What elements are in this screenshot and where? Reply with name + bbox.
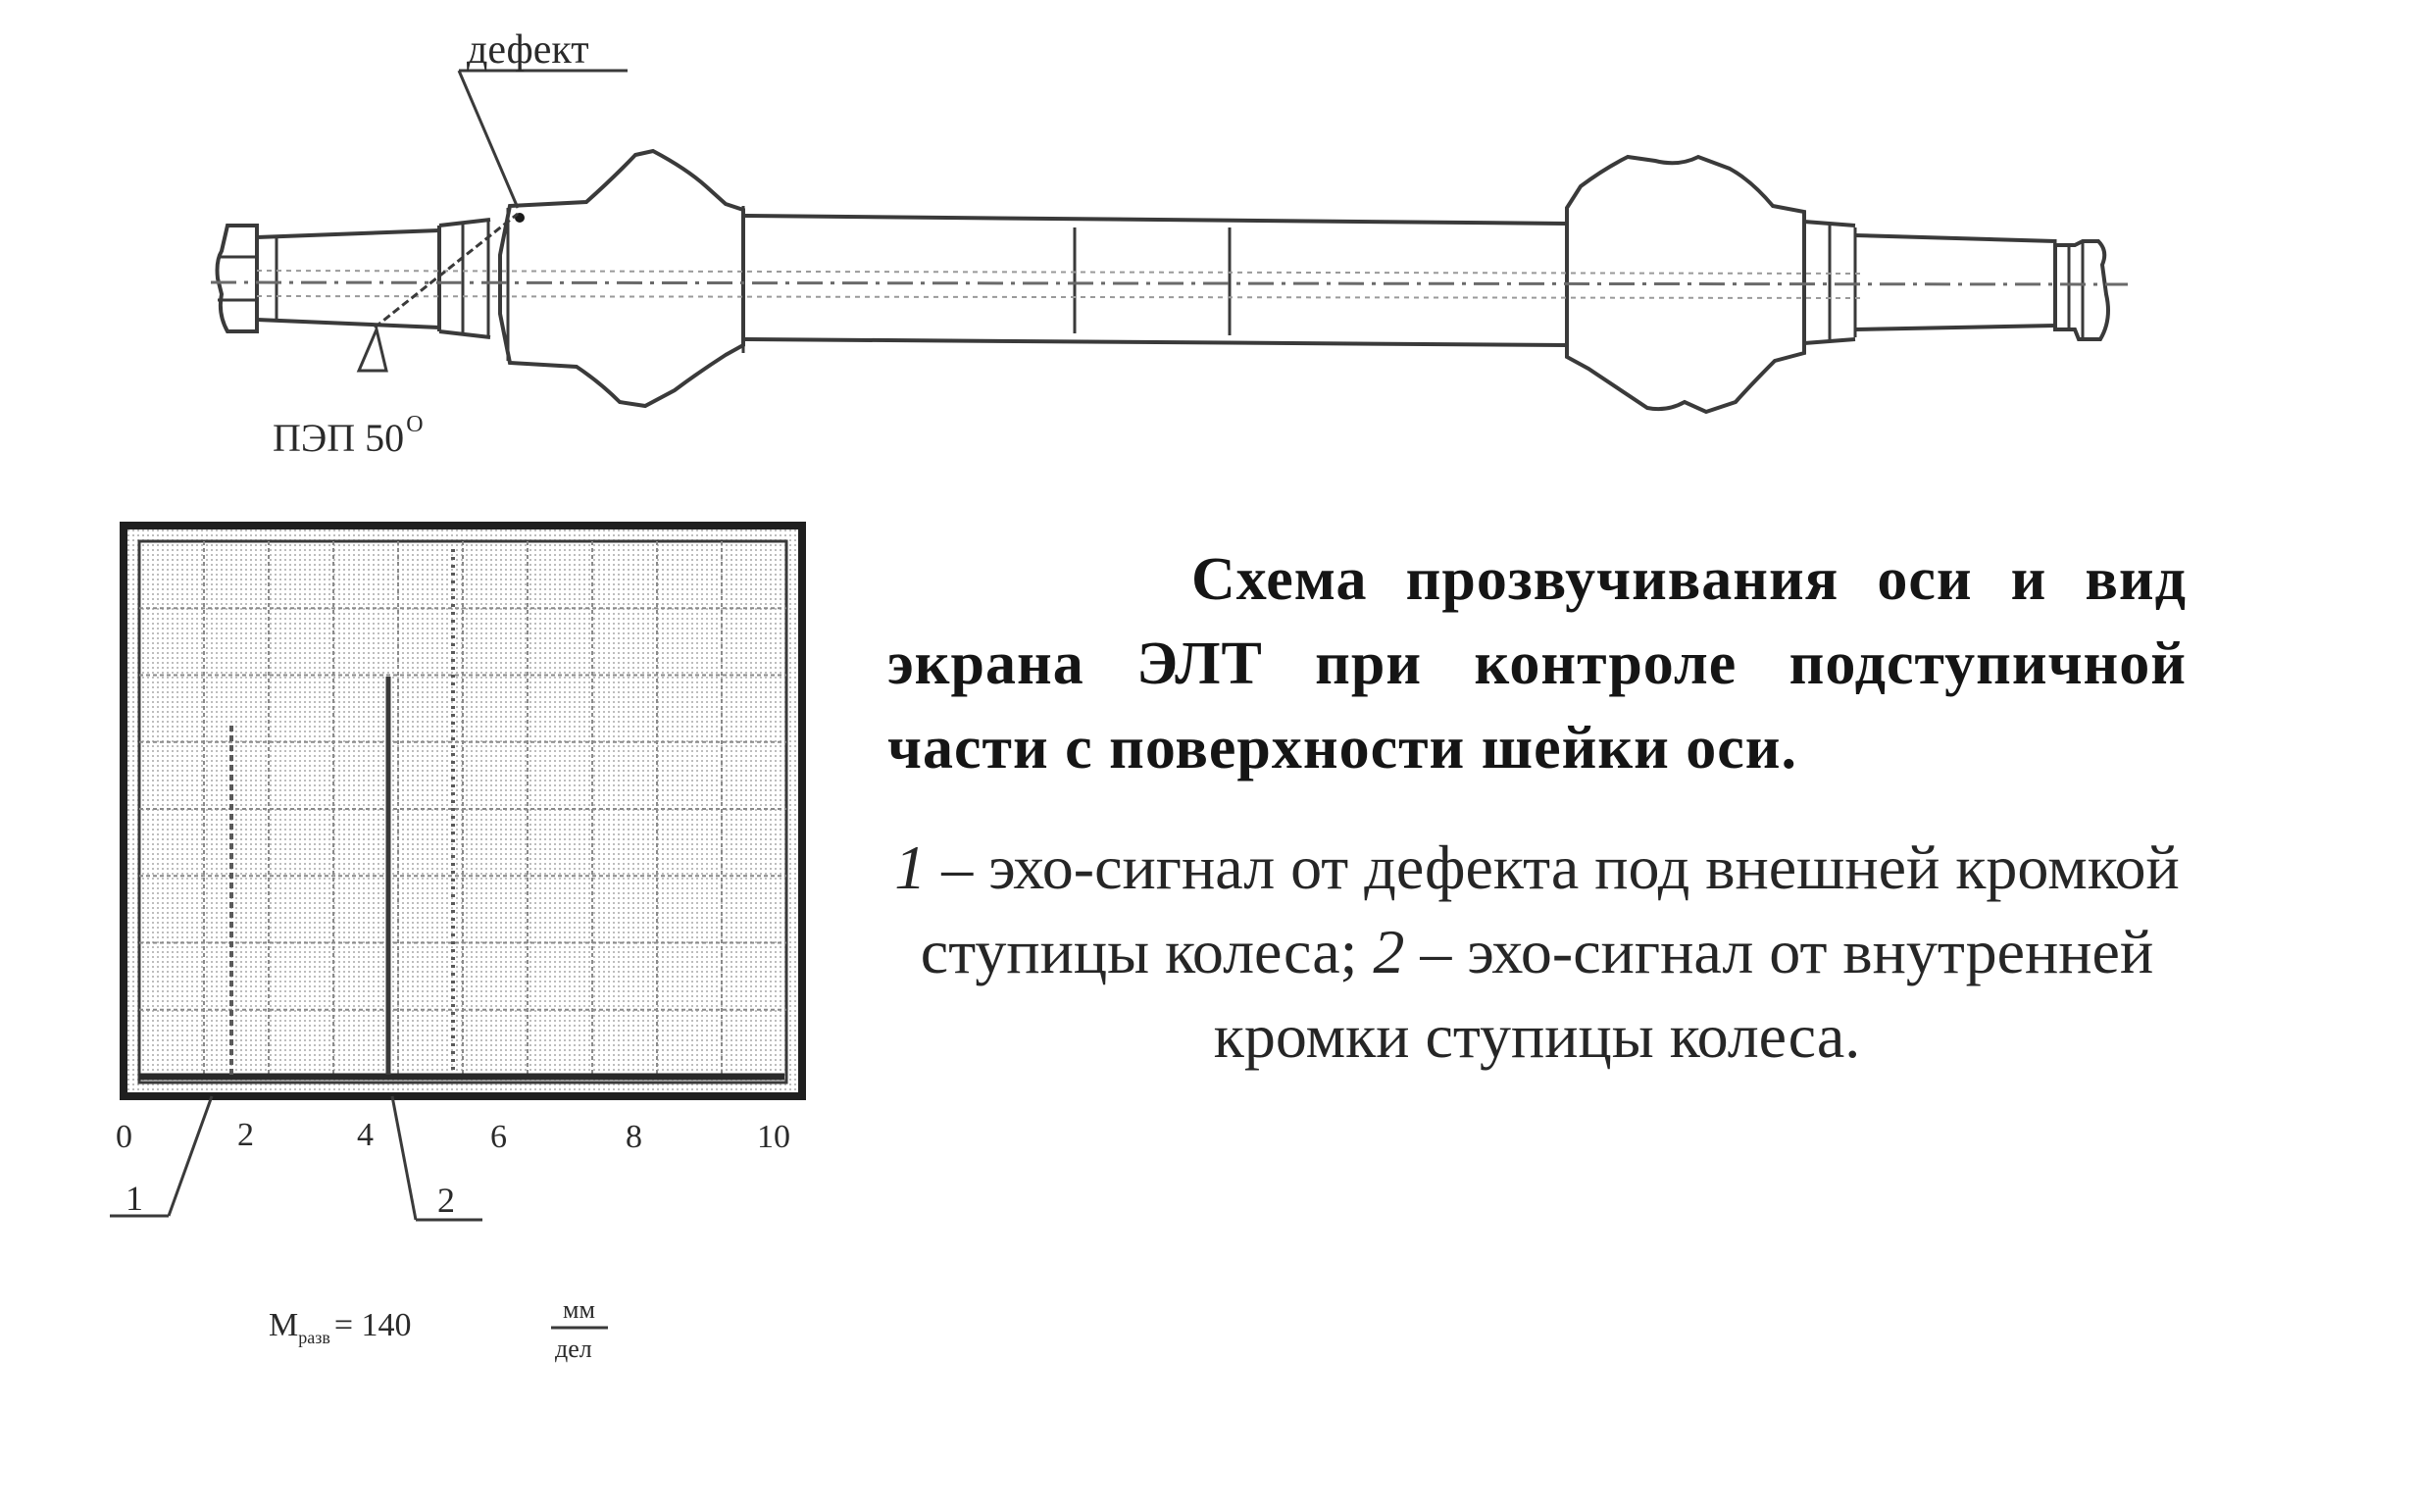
caption-text-1: – эхо-сигнал от дефекта под внешней кромкой ступицы колеса;: [920, 832, 2180, 986]
signal-1-callout: [110, 1096, 212, 1218]
defect-label: дефект: [467, 27, 589, 73]
caption-description: [887, 826, 2187, 1079]
scale-label-10: 10: [757, 1119, 790, 1155]
caption-number-2: 2: [1373, 917, 1405, 986]
axle-middle-body: [743, 216, 1567, 345]
caption-title: Схема прозвучивания оси и вид экрана ЭЛТ при контроле подступичной части с поверхности шейки оси.: [887, 546, 2187, 781]
probe-label: ПЭП $50^O$: [273, 412, 424, 460]
axle-left-collar: [439, 220, 490, 337]
scale-label-4: 4: [357, 1117, 374, 1153]
sweep-scale-unit-numerator: мм: [563, 1295, 595, 1324]
signal-2-label: 2: [437, 1181, 455, 1220]
signal-1-label: 1: [126, 1179, 143, 1218]
axle-left-journal: [257, 230, 439, 328]
figure-caption: [887, 537, 2187, 1079]
axle-drawing: [211, 151, 2128, 412]
axle-left-end-cap: [218, 226, 258, 331]
sweep-scale-unit-denominator: дел: [555, 1335, 592, 1363]
signal-2-callout: [392, 1096, 482, 1220]
left-wheel-hub: [500, 151, 743, 406]
scale-label-0: 0: [116, 1119, 132, 1155]
crt-scale-labels: [116, 1117, 790, 1155]
caption-text-2: – эхо-сигнал от внутренней кромки ступицы колеса.: [1213, 917, 2154, 1071]
sweep-scale-formula: [269, 1295, 608, 1363]
scale-label-8: 8: [626, 1119, 642, 1155]
probe-transducer-icon: [359, 329, 386, 371]
axle-right-end-cap: [2055, 241, 2108, 339]
axle-centerline: [211, 282, 2128, 284]
scale-label-6: 6: [490, 1119, 507, 1155]
caption-number-1: 1: [894, 832, 927, 902]
sweep-scale-text: $M_{разв} = 140$: [269, 1307, 412, 1347]
crt-screen: [124, 526, 802, 1096]
probe-angle-symbol: O: [406, 412, 424, 437]
axle-right-journal: [1804, 222, 2055, 343]
scale-label-2: 2: [237, 1117, 254, 1153]
